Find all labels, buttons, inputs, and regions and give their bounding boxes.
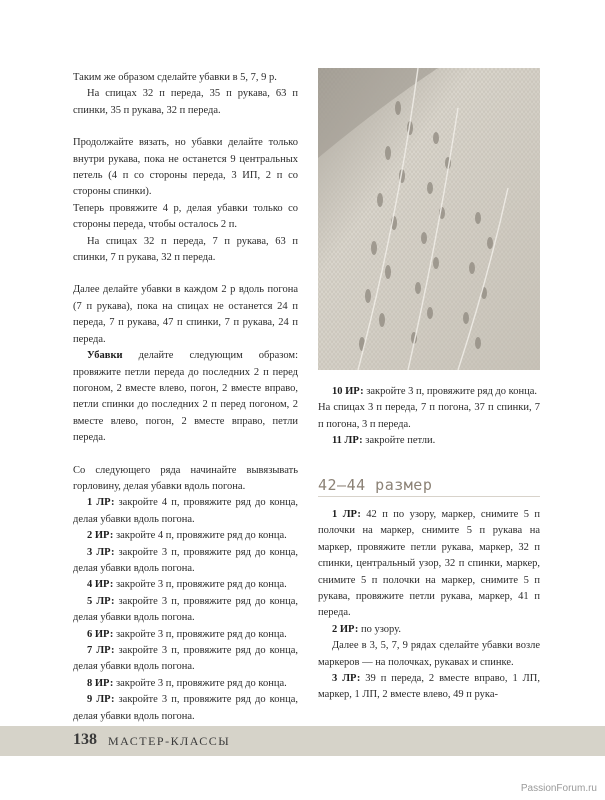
paragraph: [73, 643, 298, 676]
size-heading: 42–44 размер: [318, 476, 433, 494]
paragraph: [73, 545, 298, 578]
paragraph: [73, 627, 298, 643]
paragraph-text: Теперь провяжите 4 р, делая убавки только со стороны переда, чтобы осталось 2 п.: [73, 202, 298, 231]
row-label: 9 ЛР:: [87, 694, 115, 706]
paragraph-text: закройте 3 п, провяжите ряд до конца.: [363, 386, 537, 397]
paragraph-text: закройте 3 п, провяжите ряд до конца, делая убавки вдоль погона.: [73, 546, 298, 574]
right-text-column-bottom: [318, 507, 540, 704]
paragraph: [73, 70, 298, 86]
row-label: 3 ЛР:: [332, 673, 361, 685]
row-label: 2 ИР:: [332, 623, 359, 635]
paragraph: [318, 433, 540, 449]
paragraph-text: закройте 3 п, провяжите ряд до конца, делая убавки вдоль погона.: [73, 595, 298, 624]
paragraph: [73, 135, 298, 201]
row-label: 5 ЛР:: [87, 595, 115, 607]
paragraph-text: Далее в 3, 5, 7, 9 рядах сделайте убавки возле маркеров — на полочках, рукавах и спинке.: [318, 640, 540, 668]
paragraph: [318, 671, 540, 704]
knitted-lace-photo: [318, 68, 540, 370]
paragraph-text: На спицах 32 п переда, 7 п рукава, 63 п спинки, 7 п рукава, 32 п переда.: [73, 235, 298, 264]
paragraph: [318, 384, 540, 400]
row-label: 10 ИР:: [332, 386, 364, 397]
paragraph-text: закройте 4 п, провяжите ряд до конца.: [113, 530, 287, 542]
left-text-column: [73, 70, 298, 725]
paragraph: [318, 400, 540, 433]
row-label: 11 ЛР:: [332, 435, 363, 447]
paragraph-text: На спицах 3 п переда, 7 п погона, 37 п спинки, 7 п погона, 3 п переда.: [318, 402, 540, 430]
row-label: 6 ИР:: [87, 628, 114, 640]
paragraph: [73, 234, 298, 267]
page-number: 138: [73, 731, 97, 748]
paragraph: [318, 507, 540, 622]
row-label: 1 ЛР:: [87, 497, 115, 509]
paragraph-text: Со следующего ряда начинайте вывязывать горловину, делая убавки вдоль погона.: [73, 464, 298, 492]
row-label: 2 ИР:: [87, 530, 114, 542]
paragraph-text: Далее делайте убавки в каждом 2 р вдоль погона (7 п рукава), пока на спицах не останется 24 п переда, 7 п рукава, 47 п спинки, 7 п рукава, 24 п переда.: [73, 284, 298, 345]
paragraph: [73, 577, 298, 593]
paragraph: [73, 594, 298, 627]
row-label: 3 ЛР:: [87, 546, 115, 558]
paragraph: [318, 622, 540, 638]
paragraph-text: по узору.: [358, 623, 401, 635]
paragraph-text: делайте следующим образом: провяжите петли переда до последних 2 п перед погоном, 2 вместе влево, погон, 2 вместе вправо, петли спинки до последних 2 п перед погоном, 2 вместе влево, погон, 2 вместе вправо, петли переда.: [73, 350, 298, 444]
paragraph-text: На спицах 32 п переда, 35 п рукава, 63 п спинки, 35 п рукава, 32 п переда.: [73, 88, 298, 116]
right-text-column-top: [318, 384, 540, 450]
paragraph-text: Продолжайте вязать, но убавки делайте только внутри рукава, пока не останется 9 центральных петель (4 п со стороны переда, 3 ИП, 2 п со стороны спинки).: [73, 137, 298, 198]
paragraph: [73, 348, 298, 446]
row-label: 8 ИР:: [87, 677, 114, 689]
paragraph: [73, 676, 298, 692]
paragraph: [73, 86, 298, 119]
watermark: PassionForum.ru: [520, 783, 597, 794]
paragraph-text: 42 п по узору, маркер, снимите 5 п полочки на маркер, снимите 5 п рукава на маркер, провяжите петли рукава, маркер, 32 п спинки, центральный узор, 32 п спинки, маркер, снимите 5 п полочки на маркер, снимите 5 п рукава, провяжите петли рукава, маркер, 41 п переда.: [318, 509, 541, 619]
section-title: МАСТЕР-КЛАССЫ: [108, 734, 231, 748]
paragraph-text: закройте 3 п, провяжите ряд до конца.: [113, 579, 287, 591]
row-label: 7 ЛР:: [87, 645, 115, 656]
paragraph-text: закройте 4 п, провяжите ряд до конца, делая убавки вдоль погона.: [73, 497, 298, 525]
paragraph: [73, 282, 298, 348]
paragraph-text: закройте петли.: [362, 435, 436, 447]
paragraph-text: закройте 3 п, провяжите ряд до конца, делая убавки вдоль погона.: [73, 645, 298, 673]
paragraph: [73, 201, 298, 234]
paragraph: [73, 463, 298, 496]
lace-pattern-image: [318, 68, 540, 370]
paragraph-text: закройте 3 п, провяжите ряд до конца, делая убавки вдоль погона.: [73, 694, 298, 722]
row-label: 1 ЛР:: [332, 509, 361, 520]
paragraph: [318, 638, 540, 671]
paragraph-text: Таким же образом сделайте убавки в 5, 7, 9 р.: [73, 72, 277, 83]
heading-underline: [318, 496, 540, 497]
paragraph-text: закройте 3 п, провяжите ряд до конца.: [113, 677, 287, 689]
paragraph-text: 39 п переда, 2 вместе вправо, 1 ЛП, маркер, 1 ЛП, 2 вместе влево, 49 п рука-: [318, 673, 540, 701]
paragraph-text: закройте 3 п, провяжите ряд до конца.: [113, 628, 287, 640]
paragraph: [73, 692, 298, 725]
row-label: 4 ИР:: [87, 579, 114, 591]
paragraph: [73, 528, 298, 544]
paragraph: [73, 495, 298, 528]
row-label: Убавки: [87, 350, 123, 362]
